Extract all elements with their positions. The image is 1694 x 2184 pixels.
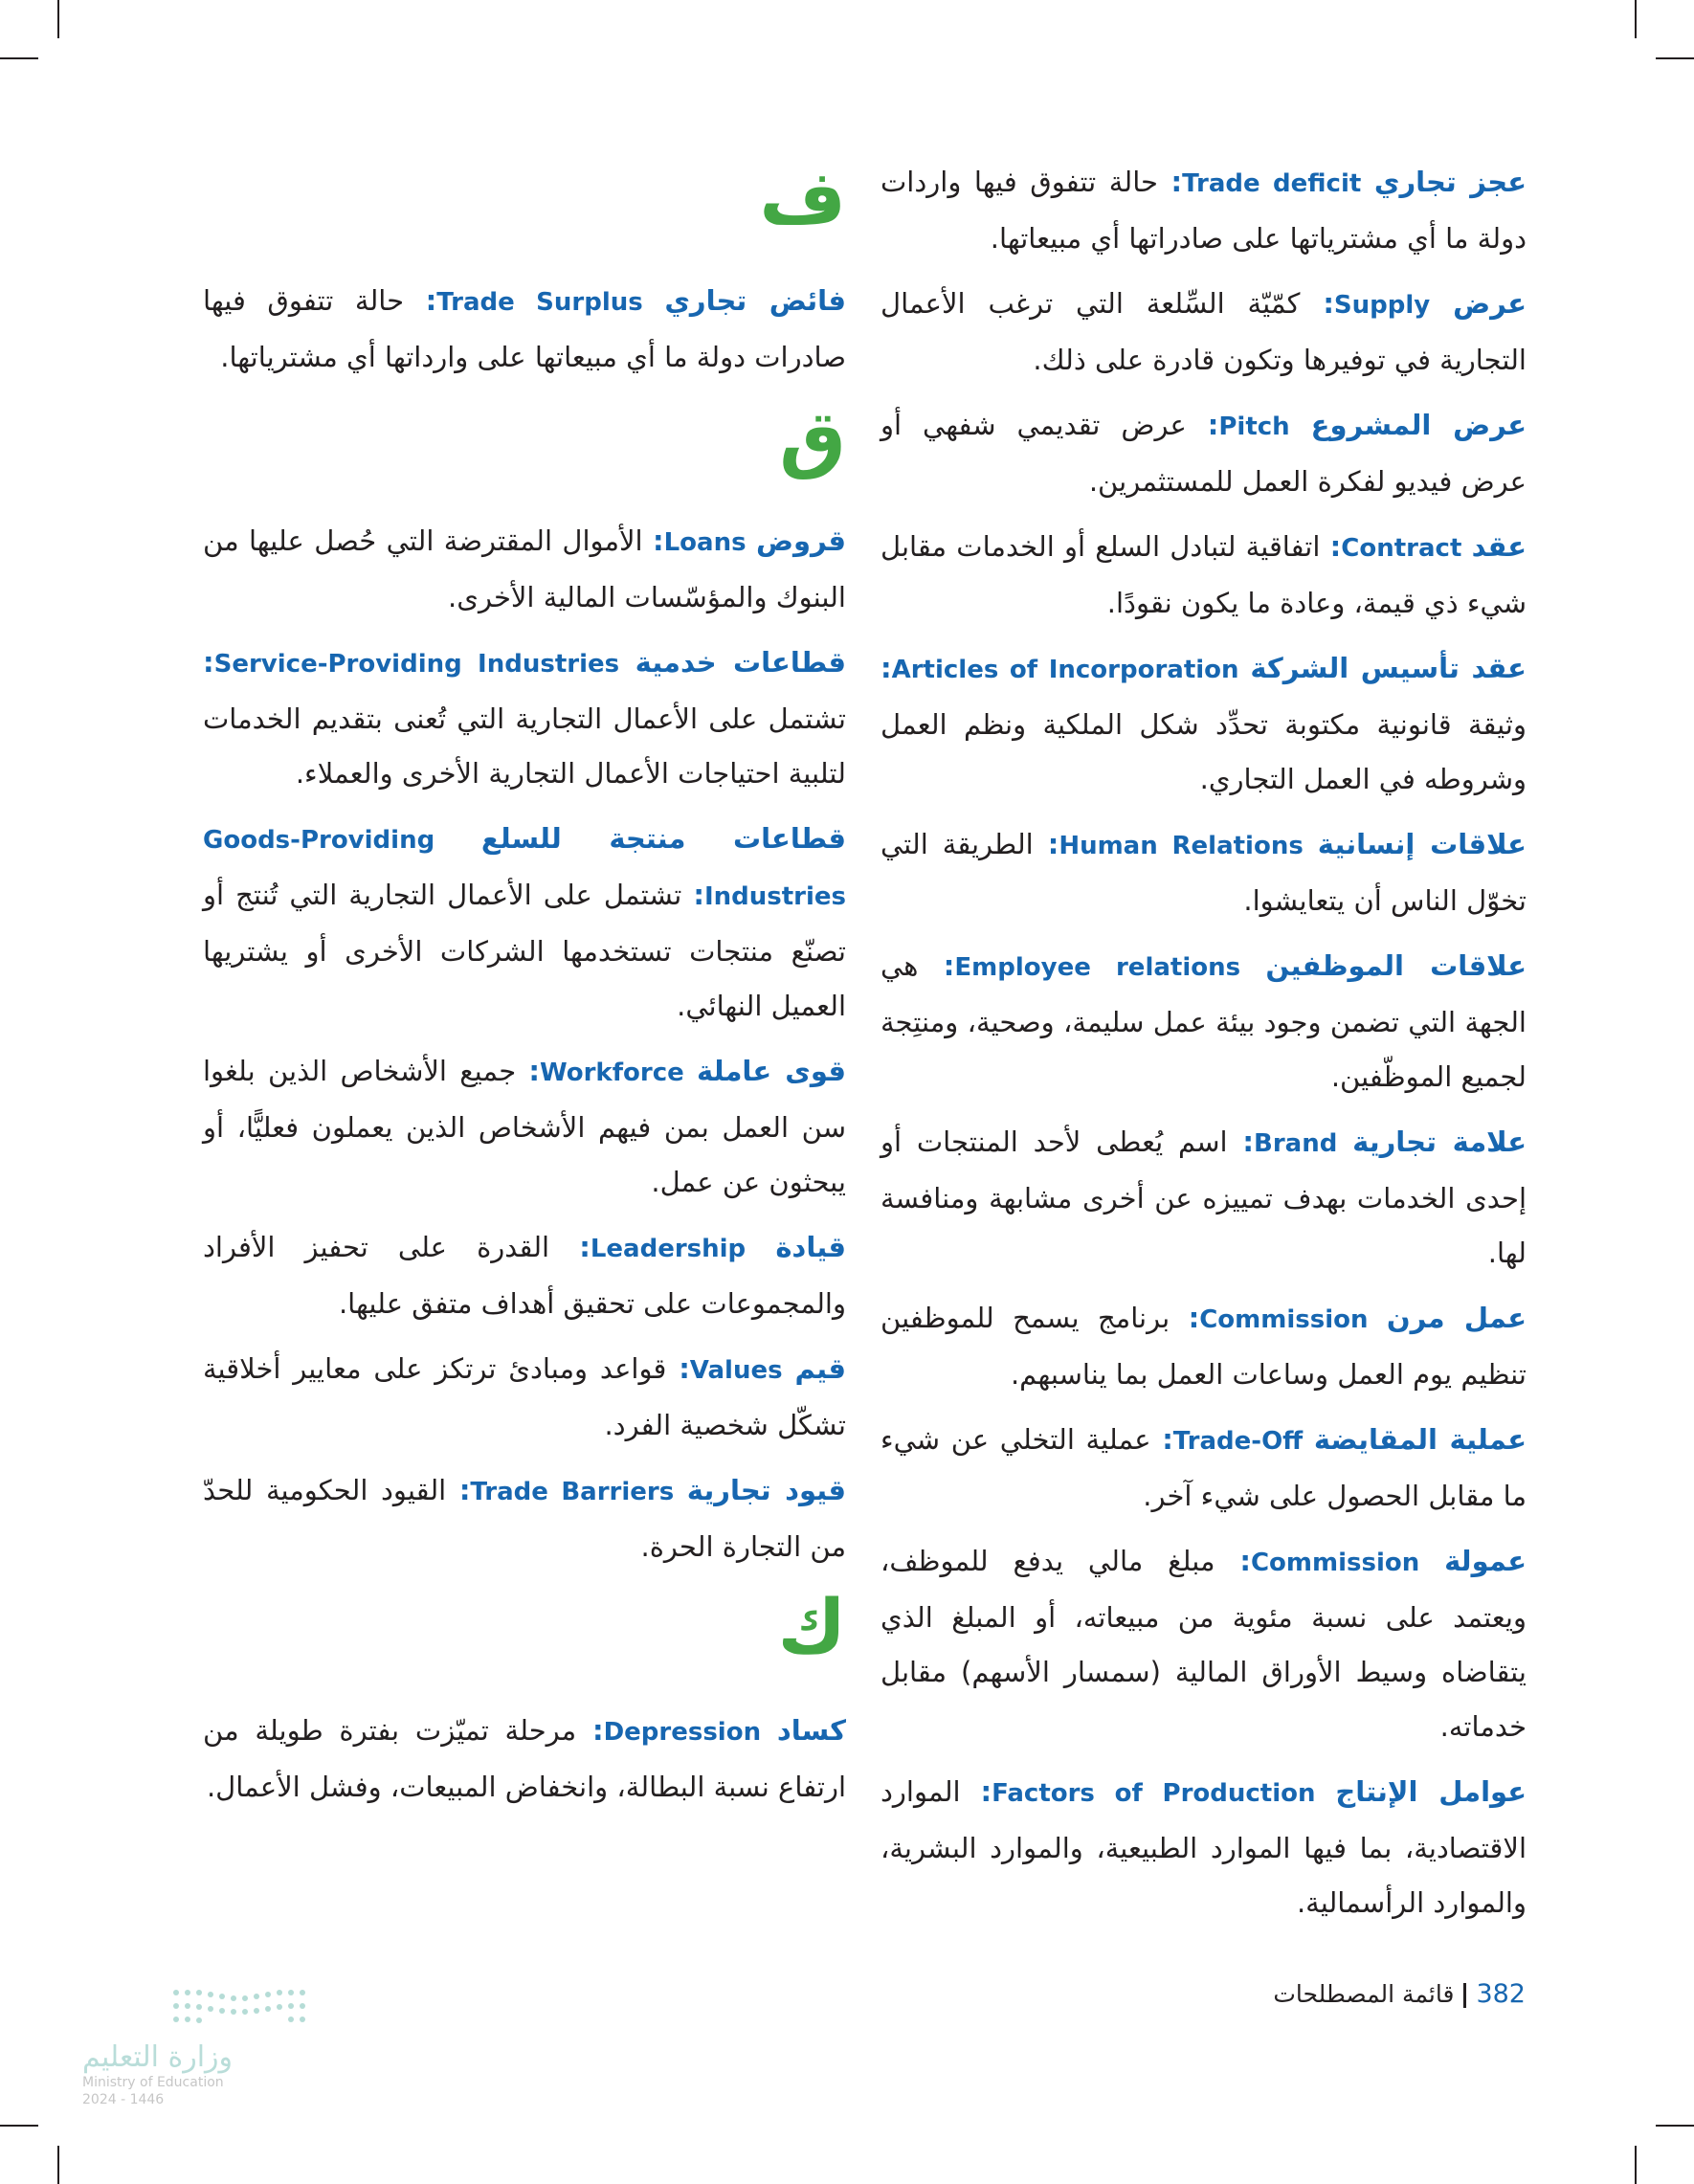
page-number: 382: [1476, 1979, 1526, 2009]
entry-separator: :: [591, 1714, 604, 1747]
entry-term-ar: عرض: [1453, 287, 1527, 320]
entry-term-en: Values: [689, 1356, 783, 1385]
section-letter-fa: ف: [759, 155, 846, 241]
entry-term-en: Articles of Incorporation: [891, 656, 1239, 684]
entry-separator: :: [528, 1055, 540, 1087]
entry-list-ain: [880, 155, 1527, 1930]
entry-definition: الموارد الاقتصادية، بما فيها الموارد الطبيعية، والموارد البشرية، والموارد الرأسمالية.: [880, 1775, 1527, 1919]
entry-term-ar: فائض تجاري: [664, 284, 847, 317]
entry-term-en: Leadership: [590, 1235, 747, 1263]
entry-term-ar: كساد: [776, 1714, 847, 1747]
entry-definition: وثيقة قانونية مكتوبة تحدِّد شكل الملكية ونظم العمل وشروطه في العمل التجاري.: [880, 708, 1527, 795]
glossary-entry: [880, 1291, 1527, 1402]
glossary-entry: [203, 812, 846, 1034]
entry-definition: جميع الأشخاص الذين بلغوا سن العمل بمن فيهم الأشخاص الذين يعملون فعليًّا، أو يبحثون عن عمل.: [203, 1055, 846, 1198]
glossary-entry: [203, 1463, 846, 1574]
ministry-logo: [82, 1983, 331, 2108]
entry-term-ar: علاقات إنسانية: [1317, 828, 1527, 860]
crop-mark: [57, 0, 59, 38]
page-footer: [1273, 1979, 1526, 2009]
entry-term-en: Brand: [1254, 1129, 1338, 1158]
entry-term-en: Workforce: [540, 1059, 684, 1087]
glossary-column-left: [203, 155, 847, 1825]
entry-term-en: Supply: [1333, 291, 1431, 320]
entry-separator: :: [458, 1474, 471, 1506]
ministry-name-ar: وزارة التعليم: [82, 2040, 234, 2074]
glossary-entry: [880, 1534, 1527, 1754]
entry-definition: الأموال المقترضة التي حُصل عليها من البنوك والمؤسّسات المالية الأخرى.: [203, 524, 846, 613]
entry-separator: :: [693, 879, 704, 911]
entry-definition: الطريقة التي تخوّل الناس أن يتعايشوا.: [880, 828, 1527, 917]
entry-definition: مبلغ مالي يدفع للموظف، ويعتمد على نسبة مئوية من مبيعاته، أو المبلغ الذي يتقاضاه وسيط الأوراق المالية (سمسار الأسهم) مقابل خدماته.: [880, 1545, 1527, 1743]
entry-definition: حالة تتفوق فيها واردات دولة ما أي مشترياتها على صادراتها أي مبيعاتها.: [880, 166, 1527, 255]
entry-term-ar: عرض المشروع: [1310, 409, 1527, 441]
glossary-entry: [203, 1342, 846, 1453]
entry-term-en: Pitch: [1218, 412, 1290, 441]
entry-term-ar: قروض: [755, 524, 847, 557]
entry-list-qaf: [203, 514, 846, 1574]
entry-separator: :: [1162, 1423, 1173, 1456]
entry-term-en: Trade Barriers: [470, 1478, 675, 1506]
entry-term-ar: قطاعات منتجة للسلع: [480, 822, 846, 855]
entry-term-en: Service-Providing Industries: [213, 650, 620, 679]
entry-definition: اسم يُعطى لأحد المنتجات أو إحدى الخدمات بهدف تمييزه عن أخرى مشابهة ومنافسة لها.: [880, 1125, 1527, 1269]
entry-separator: :: [579, 1231, 591, 1263]
crop-mark: [1635, 0, 1637, 38]
entry-list-kaf: [203, 1704, 846, 1815]
entry-term-en: Commission: [1199, 1305, 1369, 1334]
entry-definition: قواعد ومبادئ ترتكز على معايير أخلاقية تشكّل شخصية الفرد.: [203, 1352, 846, 1441]
entry-term-ar: عملية المقايضة: [1313, 1423, 1527, 1456]
entry-definition: القيود الحكومية للحدّ من التجارة الحرة.: [203, 1474, 846, 1563]
entry-separator: :: [1329, 530, 1342, 563]
entry-term-ar: عجز تجاري: [1373, 166, 1527, 198]
entry-definition: تشتمل على الأعمال التجارية التي تُعنى بتقديم الخدمات لتلبية احتياجات الأعمال التجارية الأخرى والعملاء.: [203, 702, 846, 790]
entry-term-ar: علاقات الموظفين: [1265, 949, 1527, 982]
glossary-entry: [880, 520, 1527, 631]
entry-definition: عرض تقديمي شفهي أو عرض فيديو لفكرة العمل للمستثمرين.: [880, 409, 1527, 498]
entry-separator: :: [1323, 287, 1334, 320]
entry-term-en: Factors of Production: [992, 1779, 1316, 1808]
entry-term-ar: قيادة: [775, 1231, 847, 1263]
crop-mark: [0, 57, 38, 59]
glossary-entry: [880, 817, 1527, 928]
entry-term-en: Trade-Off: [1172, 1427, 1304, 1456]
glossary-entry: [880, 1413, 1527, 1524]
glossary-entry: [203, 635, 846, 801]
entry-term-en: Human Relations: [1059, 832, 1304, 860]
crop-mark: [1635, 2146, 1637, 2184]
entry-definition: كمّيّة السِّلعة التي ترغب الأعمال التجارية في توفيرها وتكون قادرة على ذلك.: [880, 287, 1527, 376]
entry-term-en: Goods-Providing Industries: [203, 826, 847, 911]
entry-separator: :: [203, 646, 214, 679]
entry-term-ar: عقد تأسيس الشركة: [1250, 652, 1527, 684]
ministry-name-en: Ministry of Education: [82, 2075, 224, 2090]
entry-separator: :: [980, 1775, 992, 1808]
footer-divider: [1463, 1983, 1466, 2008]
glossary-entry: [880, 277, 1527, 388]
section-letter-kaf: ك: [777, 1585, 846, 1671]
entry-term-ar: قيود تجارية: [686, 1474, 847, 1506]
entry-separator: :: [1242, 1125, 1255, 1158]
ministry-logo-dots-icon: [167, 1983, 320, 2029]
glossary-entry: [880, 1115, 1527, 1281]
entry-term-en: Contract: [1341, 534, 1462, 563]
entry-term-en: Employee relations: [954, 953, 1241, 982]
entry-term-en: Commission: [1250, 1549, 1420, 1577]
entry-term-ar: عوامل الإنتاج: [1335, 1775, 1527, 1808]
entry-separator: :: [943, 949, 955, 982]
entry-definition: عملية التخلي عن شيء ما مقابل الحصول على شيء آخر.: [880, 1423, 1527, 1512]
glossary-entry: [203, 514, 846, 625]
glossary-entry: [203, 274, 846, 385]
glossary-column-right: [880, 155, 1527, 1941]
entry-list-fa: [203, 274, 846, 385]
entry-definition: القدرة على تحفيز الأفراد والمجموعات على تحقيق أهداف متفق عليها.: [203, 1231, 846, 1320]
entry-separator: :: [1188, 1302, 1200, 1334]
entry-term-ar: عمل مرن: [1386, 1302, 1527, 1334]
entry-separator: :: [1207, 409, 1219, 441]
entry-definition: هي الجهة التي تضمن وجود بيئة عمل سليمة، وصحية، ومنتِجة لجميع الموظّفين.: [880, 949, 1527, 1093]
entry-term-ar: قيم: [794, 1352, 847, 1385]
entry-term-ar: عمولة: [1444, 1545, 1527, 1577]
entry-definition: تشتمل على الأعمال التجارية التي تُنتج أو تصنّع منتجات تستخدمها الشركات الأخرى أو يشتريها العميل النهائي.: [203, 879, 846, 1022]
entry-definition: حالة تتفوق فيها صادرات دولة ما أي مبيعاتها على وارداتها أي مشترياتها.: [203, 284, 846, 373]
entry-term-en: Depression: [603, 1718, 762, 1747]
entry-term-en: Trade deficit: [1182, 169, 1362, 198]
glossary-entry: [880, 398, 1527, 509]
glossary-entry: [880, 939, 1527, 1104]
glossary-entry: [880, 1765, 1527, 1930]
entry-definition: مرحلة تميّزت بفترة طويلة من ارتفاع نسبة البطالة، وانخفاض المبيعات، وفشل الأعمال.: [203, 1714, 846, 1803]
entry-separator: :: [1170, 166, 1183, 198]
glossary-entry: [880, 155, 1527, 266]
glossary-entry: [203, 1044, 846, 1210]
crop-mark: [0, 2125, 38, 2127]
entry-term-en: Loans: [663, 528, 747, 557]
entry-term-ar: علامة تجارية: [1352, 1125, 1527, 1158]
entry-term-ar: قطاعات خدمية: [635, 646, 846, 679]
glossary-entry: [203, 1220, 846, 1331]
entry-term-en: Trade Surplus: [436, 288, 643, 317]
glossary-entry: [880, 641, 1527, 807]
entry-separator: :: [880, 652, 892, 684]
entry-separator: :: [679, 1352, 690, 1385]
entry-term-ar: قوى عاملة: [697, 1055, 847, 1087]
entry-separator: :: [1047, 828, 1059, 860]
entry-separator: :: [425, 284, 437, 317]
entry-separator: :: [653, 524, 664, 557]
entry-definition: اتفاقية لتبادل السلع أو الخدمات مقابل شيء ذي قيمة، وعادة ما يكون نقودًا.: [880, 530, 1527, 619]
crop-mark: [57, 2146, 59, 2184]
entry-separator: :: [1239, 1545, 1251, 1577]
section-letter-qaf: ق: [779, 395, 846, 481]
section-title: قائمة المصطلحات: [1273, 1980, 1455, 2008]
entry-term-ar: عقد: [1471, 530, 1527, 563]
ministry-year: 2024 - 1446: [82, 2092, 165, 2107]
glossary-entry: [203, 1704, 846, 1815]
crop-mark: [1656, 57, 1694, 59]
entry-definition: برنامج يسمح للموظفين تنظيم يوم العمل وساعات العمل بما يناسبهم.: [880, 1302, 1527, 1391]
crop-mark: [1656, 2125, 1694, 2127]
